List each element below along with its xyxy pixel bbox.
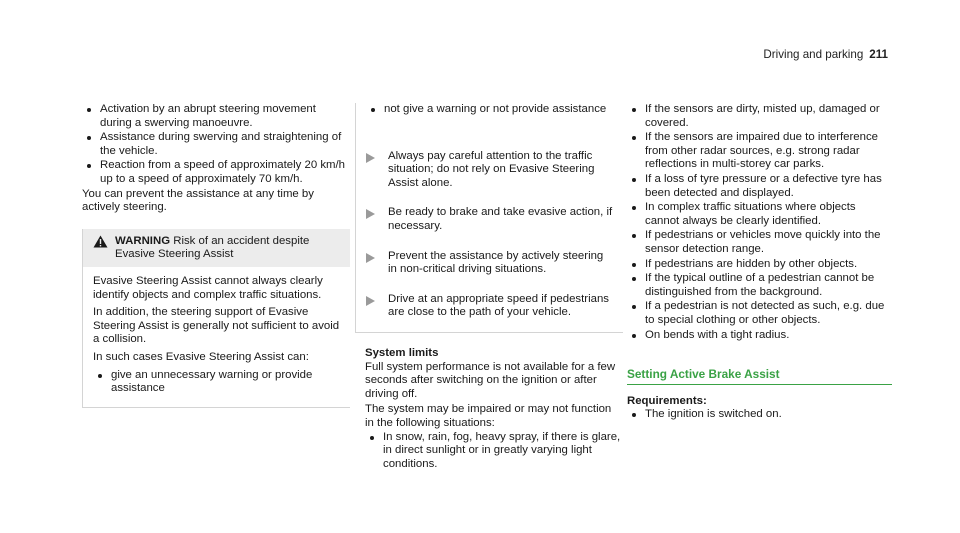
list-item: Activation by an abrupt steering movement during a swerving manoeuvre. bbox=[82, 103, 350, 130]
action-arrow-icon bbox=[366, 293, 378, 320]
list-item: If the sensors are dirty, misted up, damaged or covered. bbox=[627, 103, 892, 130]
action-arrow-icon bbox=[366, 206, 378, 233]
requirements-heading: Requirements: bbox=[627, 394, 707, 407]
list-item: If a pedestrian is not detected as such, e.g. due to special clothing or other objects. bbox=[627, 300, 892, 327]
action-item bbox=[366, 250, 613, 277]
system-limits-paragraph: The system may be impaired or may not function in the following situations: bbox=[365, 403, 612, 429]
list-item: If the sensors are impaired due to interference from other radar sources, e.g. strong radar reflections in multi-storey car parks. bbox=[627, 131, 892, 172]
warning-body bbox=[83, 267, 350, 407]
warning-heading bbox=[115, 235, 340, 262]
warning-triangle-icon bbox=[93, 235, 109, 262]
list-item: give an unnecessary warning or provide assistance bbox=[93, 369, 340, 396]
list-item: On bends with a tight radius. bbox=[627, 329, 892, 343]
warning-title: Risk of an accident despite Evasive Steering Assist bbox=[115, 234, 310, 261]
list-item: If pedestrians are hidden by other objects. bbox=[627, 258, 892, 272]
action-item bbox=[366, 293, 613, 320]
list-item: In complex traffic situations where objects cannot always be clearly identified. bbox=[627, 201, 892, 228]
column-middle bbox=[355, 103, 623, 472]
page-number: 211 bbox=[869, 48, 888, 61]
system-limits-paragraph: Full system performance is not available for a few seconds after switching on the ignition or after driving off. bbox=[365, 360, 616, 400]
warning-label: WARNING bbox=[115, 234, 171, 247]
requirements-list bbox=[627, 408, 892, 422]
column-right bbox=[627, 103, 892, 423]
page-header bbox=[763, 48, 888, 62]
action-text: Drive at an appropriate speed if pedestrians are close to the path of your vehicle. bbox=[388, 292, 609, 319]
action-text: Prevent the assistance by actively steering in non-critical driving situations. bbox=[388, 249, 604, 276]
action-arrow-icon bbox=[366, 150, 378, 191]
feature-list bbox=[82, 103, 350, 187]
list-item: Assistance during swerving and straightening of the vehicle. bbox=[82, 131, 350, 158]
list-item: In snow, rain, fog, heavy spray, if there is glare, in direct sunlight or in greatly varying light conditions. bbox=[365, 431, 623, 472]
action-arrow-icon bbox=[366, 250, 378, 277]
action-item bbox=[366, 150, 613, 191]
warning-paragraph: In addition, the steering support of Evasive Steering Assist is generally not sufficient to avoid a collision. bbox=[93, 306, 340, 346]
limits-list-continued bbox=[627, 103, 892, 342]
action-text: Always pay careful attention to the traffic situation; do not rely on Evasive Steering Assist alone. bbox=[388, 149, 595, 189]
warning-actions-box bbox=[355, 103, 623, 333]
action-item bbox=[366, 206, 613, 233]
section-heading: Setting Active Brake Assist bbox=[627, 368, 892, 385]
warning-header bbox=[83, 229, 350, 267]
system-limits-heading: System limits bbox=[365, 346, 439, 359]
prevent-paragraph: You can prevent the assistance at any time by actively steering. bbox=[82, 187, 314, 214]
section-title: Driving and parking bbox=[763, 48, 864, 61]
limits-list bbox=[365, 431, 623, 472]
list-item: If a loss of tyre pressure or a defective tyre has been detected and displayed. bbox=[627, 173, 892, 200]
warning-paragraph: Evasive Steering Assist cannot always clearly identify objects and complex traffic situations. bbox=[93, 274, 323, 301]
action-text: Be ready to brake and take evasive action, if necessary. bbox=[388, 206, 613, 232]
warning-list-continued bbox=[366, 103, 613, 117]
list-item: If pedestrians or vehicles move quickly into the sensor detection range. bbox=[627, 229, 892, 256]
list-item: The ignition is switched on. bbox=[627, 408, 892, 422]
warning-box bbox=[82, 229, 350, 408]
list-item: If the typical outline of a pedestrian cannot be distinguished from the background. bbox=[627, 272, 892, 299]
warning-list bbox=[93, 369, 340, 396]
list-item: not give a warning or not provide assistance bbox=[366, 103, 613, 117]
column-left bbox=[82, 103, 350, 408]
warning-paragraph: In such cases Evasive Steering Assist can: bbox=[93, 350, 309, 363]
list-item: Reaction from a speed of approximately 20 km/h up to a speed of approximately 70 km/h. bbox=[82, 159, 350, 186]
